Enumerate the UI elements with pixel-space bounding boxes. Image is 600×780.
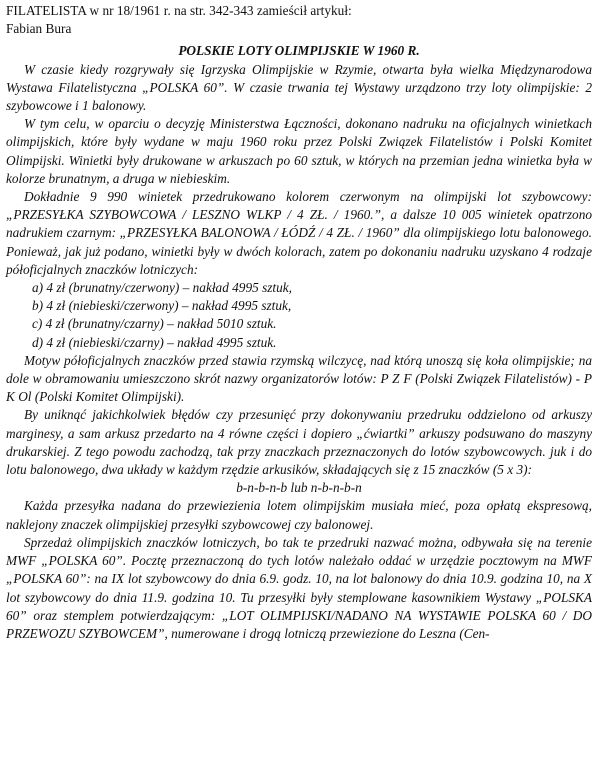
list-item: a) 4 zł (brunatny/czerwony) – nakład 4995 sztuk, <box>32 280 292 296</box>
paragraph-2: W tym celu, w oparciu o decyzję Ministerstwa Łączności, dokonano nadruku na oficjalnych winietkach olimpijskich, które były wydane w maju 1960 roku przez Polski Związek Filatelistów i Polski Komitet Olimpijski. Winietki były drukowane w arkuszach po 60 sztuk, w których na przemian jedna winietka była w kolorze brunatnym, a druga w niebieskim. <box>6 116 592 186</box>
list-item: b) 4 zł (niebieski/czerwony) – nakład 4995 sztuk, <box>32 298 292 314</box>
source-line: FILATELISTA w nr 18/1961 r. na str. 342-343 zamieścił artykuł: <box>6 3 352 18</box>
paragraph-6: Każda przesyłka nadana do przewiezienia lotem olimpijskim musiała mieć, poza opłatą ekspresową, naklejony znaczek olimpijskiej przesyłki szybowcowej czy balonowej. <box>6 498 592 532</box>
paragraph-3: Dokładnie 9 990 winietek przedrukowano kolorem czerwonym na olimpijski lot szybowcowy: „PRZESYŁKA SZYBOWCOWA / LESZNO WLKP / 4 ZŁ. / 1960.”, a dalsze 10 005 winietek opatrzono nadrukiem czarnym: „PRZESYŁKA BALONOWA / ŁÓDŹ / 4 ZŁ. / 1960” dla olimpijskiego lotu balonowego. Ponieważ, jak już podano, winietki były w dwóch kolorach, zatem po dokonaniu nadruku uzyskano 4 rodzaje półoficjalnych znaczków lotniczych: <box>6 189 592 277</box>
paragraph-1: W czasie kiedy rozgrywały się Igrzyska Olimpijskie w Rzymie, otwarta była wielka Międzynarodowa Wystawa Filatelistyczna „POLSKA 60”. W czasie trwania tej Wystawy urządzono trzy loty olimpijskie: 2 szybowcowe i 1 balonowy. <box>6 61 592 114</box>
paragraph-5: By uniknąć jakichkolwiek błędów czy przesunięć przy dokonywaniu przedruku oddzielono od arkuszy marginesy, a sam arkusz przedarto na 4 równe części i dopiero „ćwiartki” arkuszy podsuwano do maszyny drukarskiej. Z tego powodu zachodzą, tak przy znaczkach przeznaczonych do lotów szybowcowych. juk i do lotu balonowego, dwa układy w każdym rzędzie arkusików, składających się z 15 znaczków (5 x 3): <box>6 407 592 478</box>
list-item: c) 4 zł (brunatny/czarny) – nakład 5010 sztuk. <box>32 316 277 332</box>
article-title: POLSKIE LOTY OLIMPIJSKIE W 1960 R. <box>178 43 420 59</box>
author-name: Fabian Bura <box>6 21 72 37</box>
list-item: d) 4 zł (niebieski/czarny) – nakład 4995 sztuk. <box>32 334 277 350</box>
paragraph-4: Motyw półoficjalnych znaczków przed stawia rzymską wilczycę, nad którą unoszą się koła olimpijskie; na dole w obramowaniu umieszczono skrót nazwy organizatorów lotów: P Z F (Polski Związek Filatelistów) - P K Ol (Polski Komitet Olimpijski). <box>6 352 592 405</box>
paragraph-7: Sprzedaż olimpijskich znaczków lotniczych, bo tak te przedruki nazwać można, odbywała się na terenie MWF „POLSKA 60”. Pocztę przeznaczoną do tych lotów należało oddać w urzędzie pocztowym na MWF „POLSKA 60”: na IX lot szybowcowy do dnia 6.9. godz. 10, na lot balonowy do dnia 10.9. godzina 10, na X lot szybowcowy do dnia 11.9. godzina 10. Tu przesyłki były stemplowane kasownikiem Wystawy „POLSKA 60” oraz stemplem potwierdzającym: „LOT OLIMPIJSKI/NADANO NA WYSTAWIE POLSKA 60 / DO PRZEWOZU SZYBOWCEM”, numerowane i drogą lotniczą przewiezione do Leszna (Cen- <box>6 534 592 641</box>
stamp-variants-list <box>6 279 592 352</box>
layout-pattern: b-n-b-n-b lub n-b-n-b-n <box>236 480 362 496</box>
